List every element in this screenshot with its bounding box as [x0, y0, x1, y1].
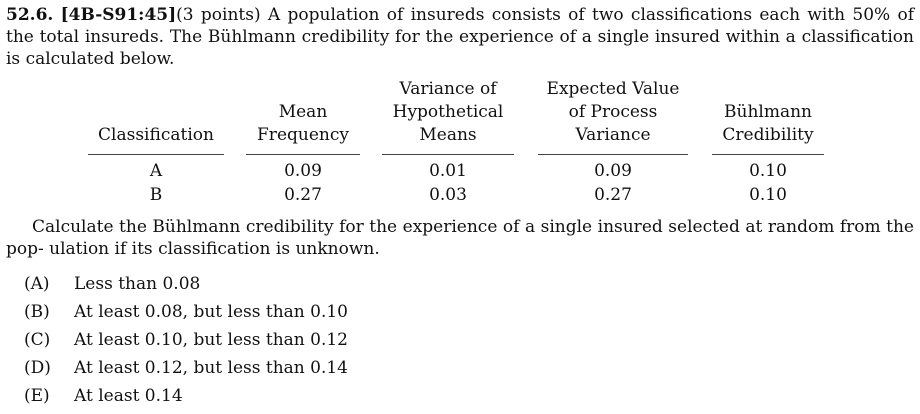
choice-letter: (A) — [24, 274, 50, 294]
header-rule — [246, 154, 360, 155]
header-rule — [88, 154, 224, 155]
question-line2: ulation if its classification is unknown. — [49, 239, 380, 259]
header-mean-frequency: Mean Frequency — [257, 102, 349, 145]
choice-letter: (D) — [24, 358, 51, 378]
credibility-table — [0, 78, 920, 214]
choice-letter: (C) — [24, 330, 51, 350]
problem-intro-line1: A population of insureds consists of two classifications each with 50% of the total — [6, 5, 915, 47]
problem-number: 52.6. — [6, 5, 54, 25]
cell-credibility: 0.10 — [749, 185, 787, 205]
problem-points: (3 points) — [176, 5, 261, 25]
question-text — [6, 216, 914, 260]
problem-intro-line2: insureds. The Bühlmann credibility for the experience of a single insured within a classification is calculated — [6, 27, 914, 69]
choice-text: Less than 0.08 — [74, 274, 201, 294]
answer-choice[interactable] — [6, 326, 914, 354]
header-rule — [382, 154, 514, 155]
header-rule — [538, 154, 688, 155]
cell-classification: A — [149, 161, 163, 181]
cell-mean-frequency: 0.27 — [284, 185, 322, 205]
question-line1: Calculate the Bühlmann credibility for the experience of a single insured selected at random from the pop- — [6, 217, 914, 259]
choice-text: At least 0.12, but less than 0.14 — [74, 358, 349, 378]
choice-text: At least 0.10, but less than 0.12 — [74, 330, 349, 350]
choice-text: At least 0.08, but less than 0.10 — [74, 302, 349, 322]
choice-text: At least 0.14 — [74, 386, 183, 406]
answer-choice[interactable] — [6, 354, 914, 382]
answer-choices — [6, 270, 914, 410]
cell-evpv: 0.09 — [594, 161, 632, 181]
header-classification: Classification — [98, 125, 214, 145]
header-evpv: Expected Value of Process Variance — [546, 79, 680, 145]
cell-vhm: 0.01 — [429, 161, 467, 181]
header-rule — [712, 154, 824, 155]
cell-credibility: 0.10 — [749, 161, 787, 181]
cell-vhm: 0.03 — [429, 185, 467, 205]
choice-letter: (E) — [24, 386, 50, 406]
header-vhm: Variance of Hypothetical Means — [392, 79, 504, 145]
answer-choice[interactable] — [6, 382, 914, 410]
problem-reference: [4B-S91:45] — [60, 5, 177, 25]
problem-intro-line3: below. — [119, 49, 175, 69]
cell-evpv: 0.27 — [594, 185, 632, 205]
cell-classification: B — [149, 185, 163, 205]
answer-choice[interactable] — [6, 298, 914, 326]
header-credibility: Bühlmann Credibility — [722, 102, 814, 145]
answer-choice[interactable] — [6, 270, 914, 298]
problem-statement — [6, 4, 914, 70]
choice-letter: (B) — [24, 302, 50, 322]
cell-mean-frequency: 0.09 — [284, 161, 322, 181]
